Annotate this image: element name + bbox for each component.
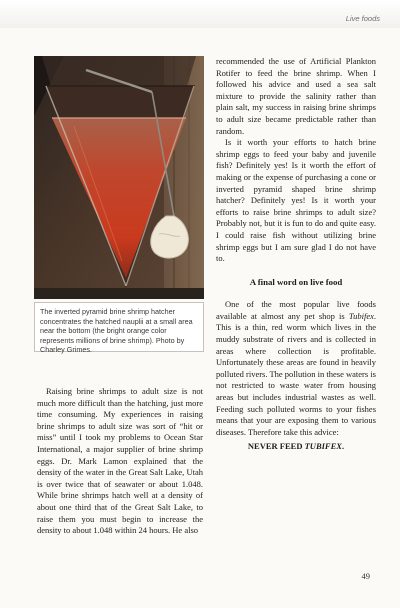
warning-line [216, 441, 376, 453]
right-text-column [216, 56, 376, 453]
paragraph-tubifex [216, 299, 376, 438]
paragraph-raising-brine-shrimp: Raising brine shrimps to adult size is not much more difficult than the hatching, just more time consuming. My experiences in raising brine shrimps to adult size was sort of “hit or miss” until I took my problems to Ocean Star International, a major supplier of brine shrimp eggs. Dr. Mark Lamon explained that the density of the water in the Great Salt Lake, Utah is over twice that of seawater or about 1.048. While brine shrimps hatch well at a density of about one third that of the Great Salt Lake, to raise them you must begin to increase the density to about 1.048 within 24 hours. He also [37, 386, 203, 536]
paragraph-continued: recommended the use of Artificial Plankton Rotifer to feed the brine shrimp. When I followed his advice and used a sea salt mixture to provide the salinity rather than plain salt, my success in raising brine shrimps to adult size became predictable rather than random. [216, 56, 376, 136]
brine-shrimp-hatcher-photo [34, 56, 204, 299]
warning-italic-term: TUBIFEX [304, 441, 342, 452]
running-head: Live foods [345, 14, 380, 23]
section-title: A final word on live food [249, 276, 343, 287]
paragraph-worth-effort: Is it worth your efforts to hatch brine shrimp eggs to feed your baby and juvenile fish? Definitely yes! Is it worth the effort of making or the expense of purchasing a cone or inverted pyramid shaped brine shrimp hatcher? Definitely yes! Is it worth your efforts to raise brine shrimps to adult size? Probably not, but it is fun to do and quite easy. I could raise fish without utilizing brine shrimp eggs but I am sure glad I do not have to. [216, 137, 376, 264]
page-number: 49 [361, 571, 370, 581]
tubifex-italic-term: Tubifex [348, 310, 374, 321]
paragraph-tubifex-text-end: . This is a thin, red worm which lives in the muddy substrate of rivers and is collected in areas where collection is profitable. Unfortunately these areas are found in heavily polluted rivers. The pollution in these waters is not restricted to waste water from housing areas but includes industrial wastes as well. Feeding such polluted worms to your fishes means that your are exposing them to various diseases. Therefore take this advice: [216, 310, 376, 437]
warning-suffix: . [341, 441, 345, 452]
figure-caption: The inverted pyramid brine shrimp hatcher concentrates the hatched nauplii at a small area near the bottom (the bright orange color represents millions of brine shrimp). Photo by Charley Grimes. [34, 302, 204, 352]
paragraph-tubifex-text-start: One of the most popular live foods available at almost any pet shop is [216, 299, 376, 321]
left-text-column [37, 386, 203, 537]
page-top-band [0, 0, 400, 28]
warning-prefix: NEVER FEED [247, 441, 305, 452]
